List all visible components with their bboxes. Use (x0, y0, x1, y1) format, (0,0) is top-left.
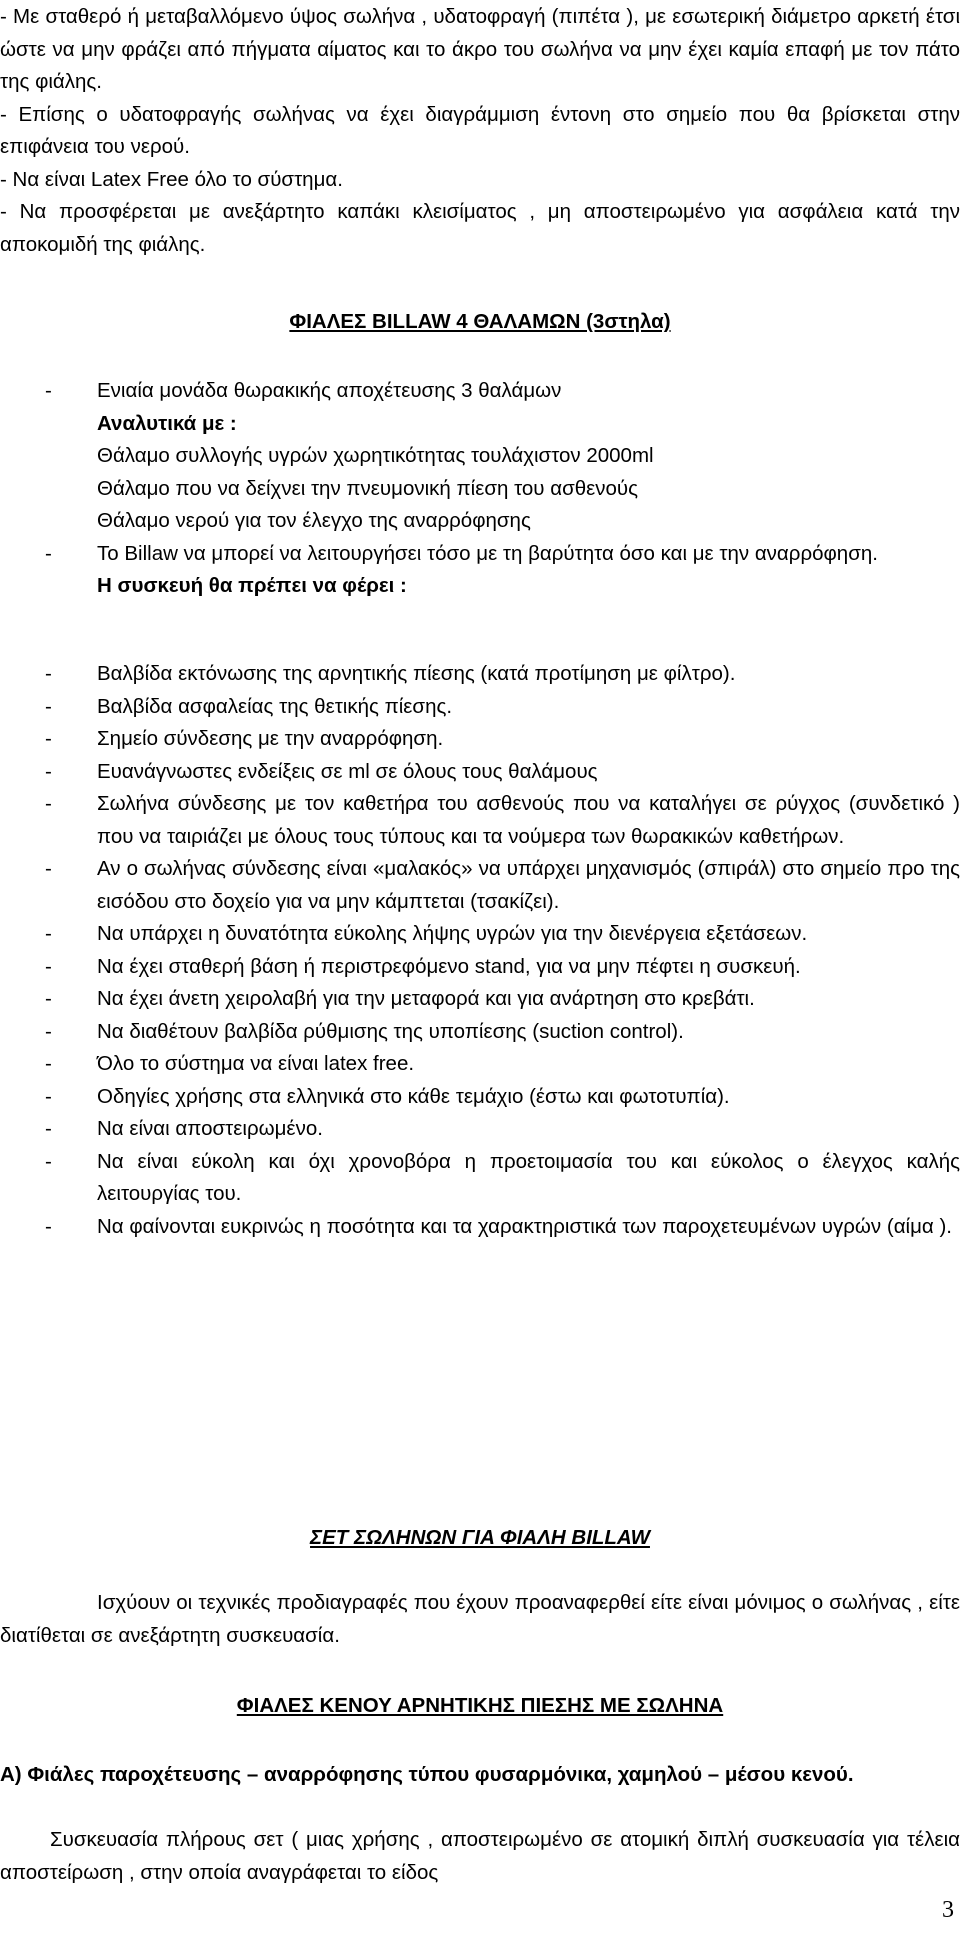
intro-line: - Να προσφέρεται με ανεξάρτητο καπάκι κλεισίματος , μη αποστειρωμένο για ασφάλεια κατά την αποκομιδή της φιάλης. (0, 200, 960, 256)
list-item (0, 1081, 960, 1114)
analytic-label: Αναλυτικά με : (97, 411, 237, 435)
list-item (0, 918, 960, 951)
section3-text: Συσκευασία πλήρους σετ ( μιας χρήσης , αποστειρωμένο σε ατομική διπλή συσκευασία για τέλεια αποστείρωση , στην οποία αναγράφεται το είδος (0, 1828, 960, 1884)
list-item-text: Σωλήνα σύνδεσης με τον καθετήρα του ασθενούς που να καταλήγει σε ρύγχος (συνδετικό ) που να ταιριάζει με όλους τους τύπους και τα νούμερα των θωρακικών καθετήρων. (97, 792, 960, 848)
list-item (0, 951, 960, 984)
section1-title: ΦΙΑΛΕΣ BILLAW 4 ΘΑΛΑΜΩΝ (3στηλα) (289, 310, 671, 333)
dash-bullet: - (45, 1052, 52, 1075)
dash-bullet: - (45, 1117, 52, 1140)
section2-text: Ισχύουν οι τεχνικές προδιαγραφές που έχουν προαναφερθεί είτε είναι μόνιμος ο σωλήνας , είτε διατίθεται σε ανεξάρτητη συσκευασία. (0, 1591, 960, 1647)
section3-heading-a: A) Φιάλες παροχέτευσης – αναρρόφησης τύπου φυσαρμόνικα, χαμηλού – μέσου κενού. (0, 1763, 854, 1786)
list-item (0, 538, 960, 571)
list-item-text: Βαλβίδα εκτόνωσης της αρνητικής πίεσης (κατά προτίμηση με φίλτρο). (97, 662, 736, 685)
list-item (0, 983, 960, 1016)
list-item-text: Να φαίνονται ευκρινώς η ποσότητα και τα χαρακτηριστικά των παροχετευμένων υγρών (αίμα ). (97, 1214, 952, 1238)
list-item (0, 1146, 960, 1211)
intro-line: - Επίσης ο υδατοφραγής σωλήνας να έχει διαγράμμιση έντονη στο σημείο που θα βρίσκεται στην επιφάνεια του νερού. (0, 102, 960, 158)
dash-bullet: - (45, 727, 52, 750)
dash-bullet: - (45, 1084, 52, 1108)
list-item (0, 1113, 960, 1146)
list-item-text: Οδηγίες χρήσης στα ελληνικά στο κάθε τεμάχιο (έστω και φωτοτυπία). (97, 1084, 730, 1108)
list-item (0, 1048, 960, 1081)
device-items-list (0, 658, 960, 1243)
section2-title: ΣΕΤ ΣΩΛΗΝΩΝ ΓΙΑ ΦΙΑΛΗ BILLAW (310, 1526, 650, 1549)
dash-bullet: - (45, 1149, 52, 1173)
list-item (0, 756, 960, 789)
dash-bullet: - (45, 1019, 52, 1043)
chamber-line: Θάλαμο που να δείχνει την πνευμονική πίεση του ασθενούς (97, 476, 638, 500)
dash-bullet: - (45, 379, 52, 402)
list-item (0, 853, 960, 918)
list-item-text: Να υπάρχει η δυνατότητα εύκολης λήψης υγρών για την διενέργεια εξετάσεων. (97, 922, 808, 945)
list-item-text: Βαλβίδα ασφαλείας της θετικής πίεσης. (97, 694, 453, 718)
list-item-text: Το Billaw να μπορεί να λειτουργήσει τόσο με τη βαρύτητα όσο και με την αναρρόφηση. (97, 541, 878, 565)
list-item (0, 1211, 960, 1244)
dash-bullet: - (45, 759, 52, 783)
list-item-text: Αν ο σωλήνας σύνδεσης είναι «μαλακός» να υπάρχει μηχανισμός (σπιράλ) στο σημείο προ της εισόδου στο δοχείο για να μην κάμπτεται (τσακίζει). (97, 857, 960, 913)
list-item (0, 375, 960, 408)
section1-list (0, 375, 960, 603)
section3-title: ΦΙΑΛΕΣ ΚΕΝΟΥ ΑΡΝΗΤΙΚΗΣ ΠΙΕΣΗΣ ΜΕ ΣΩΛΗΝΑ (236, 1694, 724, 1717)
intro-line: - Να είναι Latex Free όλο το σύστημα. (0, 167, 343, 191)
dash-bullet: - (45, 1214, 52, 1238)
dash-bullet: - (45, 694, 52, 718)
dash-bullet: - (45, 857, 52, 880)
dash-bullet: - (45, 954, 52, 978)
list-item-text: Όλο το σύστημα να είναι latex free. (97, 1052, 415, 1075)
dash-bullet: - (45, 662, 52, 685)
dash-bullet: - (45, 541, 52, 565)
dash-bullet: - (45, 792, 52, 815)
list-item-text: Να έχει άνετη χειρολαβή για την μεταφορά και για ανάρτηση στο κρεβάτι. (97, 987, 755, 1010)
chamber-line: Θάλαμο συλλογής υγρών χωρητικότητας τουλάχιστον 2000ml (97, 444, 654, 467)
device-label: Η συσκευή θα πρέπει να φέρει : (97, 574, 407, 597)
list-item-text: Να έχει σταθερή βάση ή περιστρεφόμενο stand, για να μην πέφτει η συσκευή. (97, 954, 801, 978)
list-item (0, 691, 960, 724)
list-item-text: Να διαθέτουν βαλβίδα ρύθμισης της υποπίεσης (suction control). (97, 1019, 684, 1043)
dash-bullet: - (45, 922, 52, 945)
list-item-text: Να είναι εύκολη και όχι χρονοβόρα η προετοιμασία του και εύκολος ο έλεγχος καλής λειτουργίας του. (97, 1149, 960, 1205)
list-item-text: Να είναι αποστειρωμένο. (97, 1117, 323, 1140)
chamber-line: Θάλαμο νερού για τον έλεγχο της αναρρόφησης (97, 509, 531, 532)
list-item-text: Ενιαία μονάδα θωρακικής αποχέτευσης 3 θαλάμων (97, 379, 562, 402)
dash-bullet: - (45, 987, 52, 1010)
intro-paragraphs (0, 1, 960, 261)
list-item (0, 658, 960, 691)
list-item-text: Ευανάγνωστες ενδείξεις σε ml σε όλους τους θαλάμους (97, 759, 598, 783)
list-item (0, 1016, 960, 1049)
intro-line: - Με σταθερό ή μεταβαλλόμενο ύψος σωλήνα , υδατοφραγή (πιπέτα ), με εσωτερική διάμετρο αρκετή έτσι ώστε να μην φράζει από πήγματα αίματος και το άκρο του σωλήνα να μην έχει καμία επαφή με τον πάτο της φιάλης. (0, 5, 960, 93)
list-item-text: Σημείο σύνδεσης με την αναρρόφηση. (97, 727, 444, 750)
list-item (0, 723, 960, 756)
page-number: 3 (942, 1897, 954, 1923)
list-item (0, 788, 960, 853)
